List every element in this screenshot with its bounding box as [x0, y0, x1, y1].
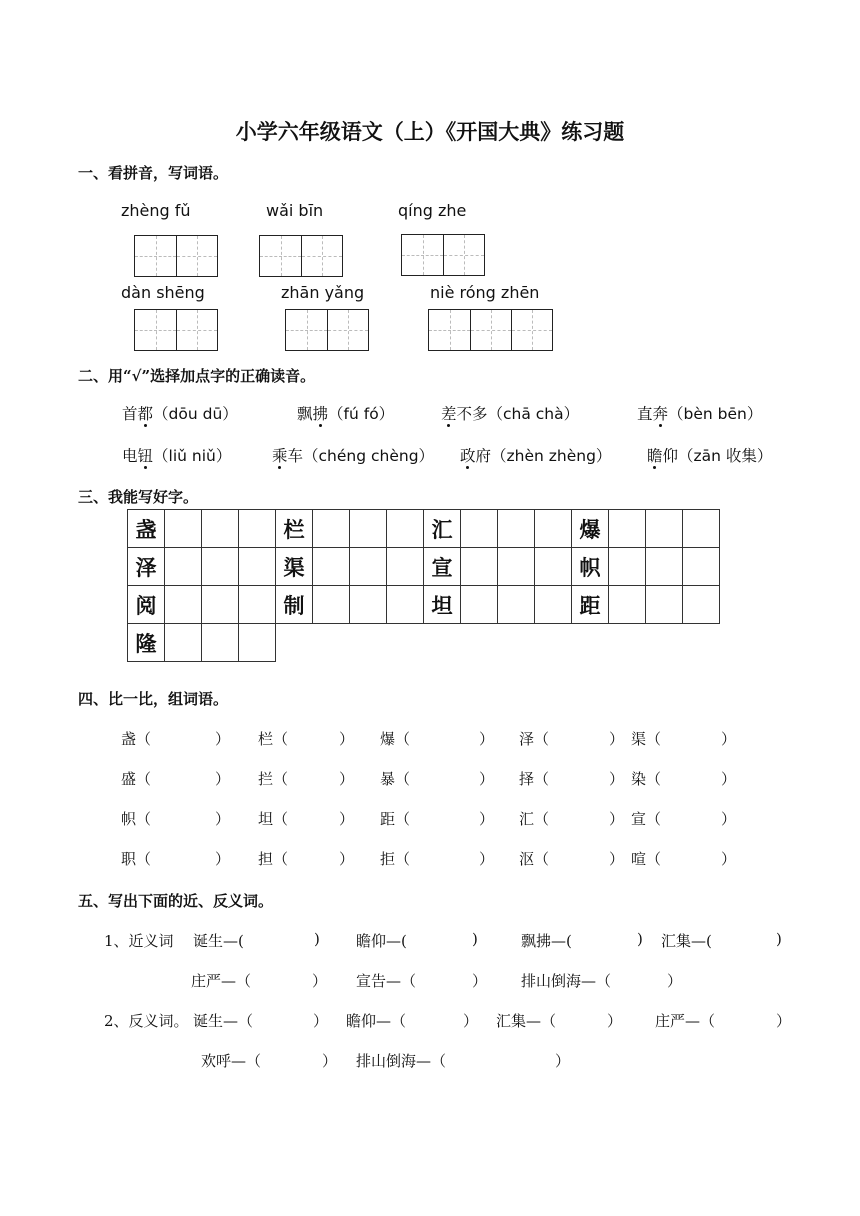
antonym-close: ）: [555, 1052, 571, 1070]
word-char: 盏（: [121, 730, 152, 748]
word-char: 沤（: [519, 850, 550, 868]
synonym-close: ）: [667, 972, 683, 990]
word-close-paren: ）: [215, 850, 231, 868]
word-char: 喧（: [631, 850, 662, 868]
writing-box-2[interactable]: [259, 235, 343, 277]
antonym-item: 庄严—（: [655, 1012, 716, 1030]
section-5-heading: 五、写出下面的近、反义词。: [78, 892, 274, 910]
synonym-item: 飘拂—(: [521, 932, 572, 950]
reading-item: 直奔（bèn bēn）: [637, 405, 763, 423]
reading-item: 飘拂（fú fó）: [297, 405, 395, 423]
model-char: 宣: [424, 548, 461, 586]
word-close-paren: ）: [215, 770, 231, 788]
pinyin-6: niè róng zhēn: [430, 283, 540, 302]
model-char: 汇: [424, 510, 461, 548]
synonym-item: 汇集—(: [661, 932, 712, 950]
writing-box-1[interactable]: [134, 235, 218, 277]
word-close-paren: ）: [339, 770, 355, 788]
section-4-heading: 四、比一比，组词语。: [78, 690, 229, 708]
word-close-paren: ）: [721, 730, 737, 748]
section-2-heading: 二、用“√”选择加点字的正确读音。: [78, 367, 316, 385]
antonym-item: 排山倒海—（: [356, 1052, 447, 1070]
word-close-paren: ）: [721, 810, 737, 828]
word-char: 距（: [380, 810, 411, 828]
model-char: 帜: [572, 548, 609, 586]
word-char: 拒（: [380, 850, 411, 868]
model-char: 坦: [424, 586, 461, 624]
word-close-paren: ）: [479, 730, 495, 748]
antonym-item: 欢呼—（: [201, 1052, 262, 1070]
word-char: 拦（: [258, 770, 289, 788]
synonym-close: ): [776, 930, 782, 948]
word-close-paren: ）: [479, 810, 495, 828]
word-close-paren: ）: [479, 850, 495, 868]
word-close-paren: ）: [609, 770, 625, 788]
reading-item: 首都（dōu dū）: [122, 405, 238, 423]
antonym-close: ）: [313, 1012, 329, 1030]
reading-item: 瞻仰（zān 收集）: [647, 447, 773, 465]
antonym-item: 瞻仰—（: [346, 1012, 407, 1030]
section-1-heading: 一、看拼音，写词语。: [78, 164, 229, 182]
model-char: 栏: [276, 510, 313, 548]
model-char: 阅: [128, 586, 165, 624]
word-char: 染（: [631, 770, 662, 788]
word-close-paren: ）: [721, 770, 737, 788]
word-char: 担（: [258, 850, 289, 868]
word-close-paren: ）: [609, 850, 625, 868]
model-char: 渠: [276, 548, 313, 586]
pinyin-2: wǎi bīn: [266, 201, 324, 220]
pinyin-5: zhān yǎng: [281, 283, 365, 302]
antonym-close: ）: [776, 1012, 792, 1030]
model-char: 泽: [128, 548, 165, 586]
word-char: 栏（: [258, 730, 289, 748]
model-char: 隆: [128, 624, 165, 662]
antonym-close: ）: [322, 1052, 338, 1070]
word-char: 宣（: [631, 810, 662, 828]
synonym-item: 庄严—（: [191, 972, 252, 990]
reading-item: 乘车（chéng chèng）: [272, 447, 435, 465]
word-close-paren: ）: [339, 730, 355, 748]
synonym-label: 1、近义词: [104, 932, 174, 950]
reading-item: 差不多（chā chà）: [441, 405, 580, 423]
writing-box-4[interactable]: [134, 309, 218, 351]
word-close-paren: ）: [215, 810, 231, 828]
pinyin-4: dàn shēng: [121, 283, 205, 302]
synonym-close: ): [637, 930, 643, 948]
synonym-close: ): [314, 930, 320, 948]
antonym-label: 2、反义词。: [104, 1012, 189, 1030]
word-char: 择（: [519, 770, 550, 788]
model-char: 爆: [572, 510, 609, 548]
model-char: 距: [572, 586, 609, 624]
word-char: 暴（: [380, 770, 411, 788]
model-char: 盏: [128, 510, 165, 548]
word-close-paren: ）: [721, 850, 737, 868]
word-char: 泽（: [519, 730, 550, 748]
word-char: 坦（: [258, 810, 289, 828]
pinyin-3: qíng zhe: [398, 201, 467, 220]
synonym-close: ）: [312, 972, 328, 990]
word-close-paren: ）: [339, 810, 355, 828]
word-close-paren: ）: [479, 770, 495, 788]
synonym-item: 诞生—(: [193, 932, 244, 950]
word-char: 职（: [121, 850, 152, 868]
writing-box-5[interactable]: [285, 309, 369, 351]
word-char: 汇（: [519, 810, 550, 828]
section-3-heading: 三、我能写好字。: [78, 488, 199, 506]
synonym-item: 瞻仰—(: [356, 932, 407, 950]
writing-box-6[interactable]: [428, 309, 553, 351]
antonym-item: 诞生—（: [193, 1012, 254, 1030]
model-char: 制: [276, 586, 313, 624]
word-close-paren: ）: [609, 810, 625, 828]
pinyin-1: zhèng fǔ: [121, 201, 191, 220]
writing-box-3[interactable]: [401, 234, 485, 276]
word-char: 盛（: [121, 770, 152, 788]
handwriting-grid: [127, 509, 720, 662]
word-char: 帜（: [121, 810, 152, 828]
page-title: 小学六年级语文（上）《开国大典》练习题: [235, 119, 625, 144]
word-char: 渠（: [631, 730, 662, 748]
synonym-close: ）: [472, 972, 488, 990]
synonym-item: 宣告—（: [356, 972, 417, 990]
antonym-close: ）: [463, 1012, 479, 1030]
reading-item: 电钮（liǔ niǔ）: [122, 447, 232, 465]
antonym-close: ）: [607, 1012, 623, 1030]
synonym-close: ): [472, 930, 478, 948]
word-close-paren: ）: [339, 850, 355, 868]
reading-item: 政府（zhèn zhèng）: [460, 447, 612, 465]
synonym-item: 排山倒海—（: [521, 972, 612, 990]
word-char: 爆（: [380, 730, 411, 748]
word-close-paren: ）: [609, 730, 625, 748]
word-close-paren: ）: [215, 730, 231, 748]
antonym-item: 汇集—（: [496, 1012, 557, 1030]
